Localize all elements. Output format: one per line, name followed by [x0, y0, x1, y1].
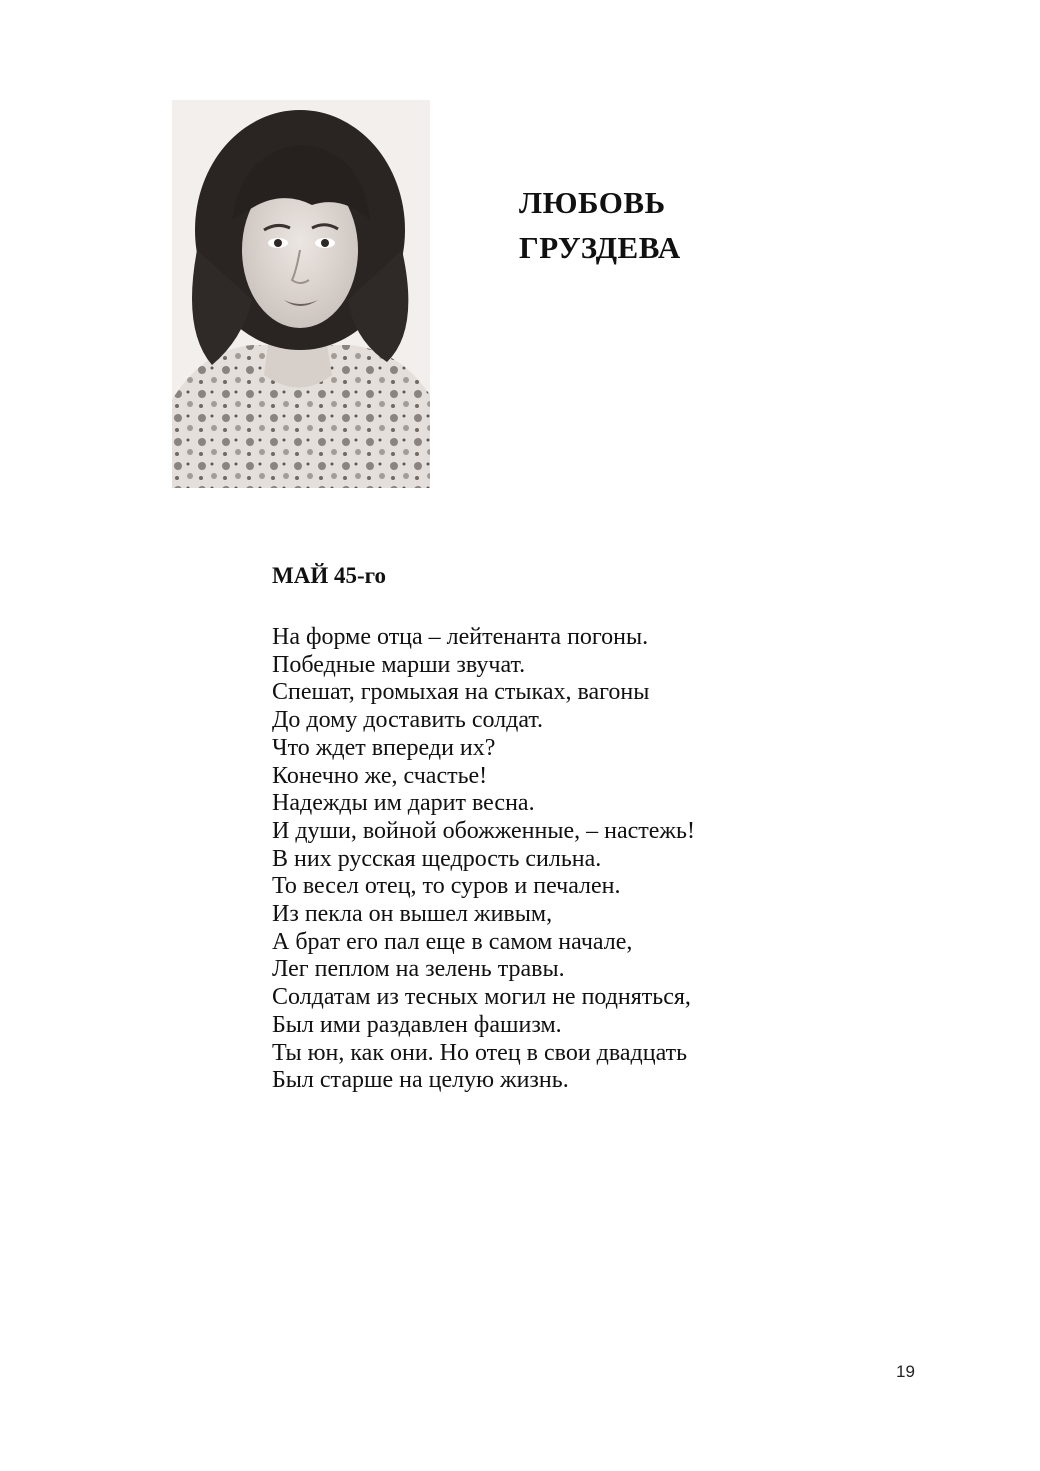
poem-line: Был ими раздавлен фашизм.: [272, 1011, 562, 1038]
poem-line: До дому доставить солдат.: [272, 707, 544, 734]
poem-line: Солдатам из тесных могил не подняться,: [272, 984, 691, 1011]
poem-line: Был старше на целую жизнь.: [272, 1067, 569, 1094]
poem-line: Конечно же, счастье!: [272, 762, 488, 789]
poem-line: Ты юн, как они. Но отец в свои двадцать: [272, 1039, 688, 1066]
poem-line: Лег пеплом на зелень травы.: [272, 956, 565, 983]
poem-body: [272, 624, 695, 1095]
poem-line: Спешат, громыхая на стыках, вагоны: [272, 679, 650, 706]
author-name: [519, 180, 681, 270]
author-last-name: ГРУЗДЕВА: [519, 230, 681, 265]
poem-line: На форме отца – лейтенанта погоны.: [272, 624, 649, 650]
portrait-image: [172, 100, 430, 488]
poem-line: А брат его пал еще в самом начале,: [272, 928, 633, 955]
poem-line: Из пекла он вышел живым,: [272, 901, 553, 928]
poem-line: Надежды им дарит весна.: [272, 790, 535, 817]
poem-line: Что ждет впереди их?: [272, 734, 496, 761]
author-first-name: ЛЮБОВЬ: [519, 185, 666, 220]
author-portrait-photo: [172, 100, 430, 488]
poem-line: И души, войной обожженные, – настежь!: [272, 817, 695, 844]
page-number: 19: [896, 1362, 915, 1381]
poem-title: МАЙ 45-го: [272, 563, 386, 588]
poem-line: В них русская щедрость сильна.: [272, 845, 602, 872]
poem-line: Победные марши звучат.: [272, 651, 526, 678]
poem-line: То весел отец, то суров и печален.: [272, 873, 621, 900]
